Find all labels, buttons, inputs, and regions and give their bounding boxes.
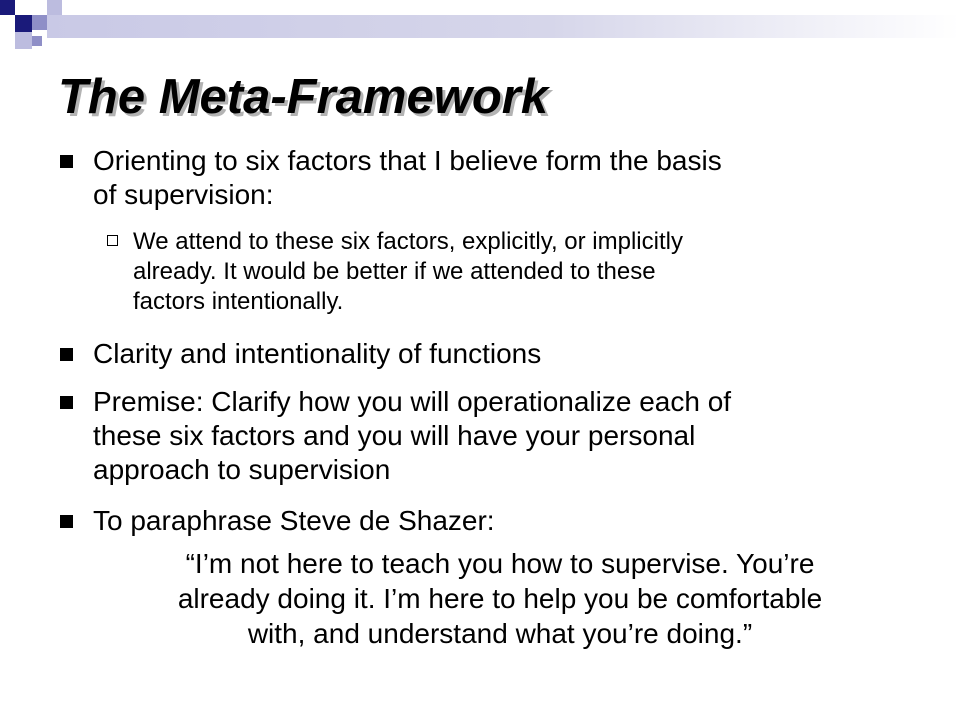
corner-square-navy-small — [15, 15, 32, 32]
sub-bullet-text: We attend to these six factors, explicitly, or implicitly already. It would be better if we attended to these factors intentionally. — [133, 228, 683, 315]
bullet-text: Orienting to six factors that I believe form the basis of supervision: — [93, 145, 722, 210]
bullet-text: To paraphrase Steve de Shazer: — [93, 505, 495, 536]
bullet-text: Premise: Clarify how you will operationalize each of these six factors and you will have your personal approach to supervision — [93, 386, 732, 485]
bullet-text: Clarity and intentionality of functions — [93, 338, 542, 369]
corner-square-light-lower — [15, 32, 32, 49]
square-bullet-icon — [60, 515, 73, 528]
corner-square-mid-lower — [32, 36, 42, 46]
corner-square-navy — [0, 0, 15, 15]
bullet-item — [60, 337, 940, 371]
bullet-item — [60, 144, 940, 212]
slide-title: The Meta-Framework — [58, 70, 549, 124]
square-bullet-icon — [60, 155, 73, 168]
square-bullet-icon — [60, 396, 73, 409]
hollow-square-bullet-icon — [107, 235, 118, 246]
bullet-item — [60, 385, 940, 487]
corner-square-light — [47, 0, 62, 15]
bullet-item — [60, 504, 940, 538]
corner-square-mid — [32, 15, 47, 30]
sub-bullet-item — [107, 227, 907, 317]
header-gradient-bar — [47, 15, 960, 38]
square-bullet-icon — [60, 348, 73, 361]
quote-text: “I’m not here to teach you how to supervise. You’re already doing it. I’m here to help you be comfortable with, and understand what you’re doing.” — [177, 548, 823, 649]
